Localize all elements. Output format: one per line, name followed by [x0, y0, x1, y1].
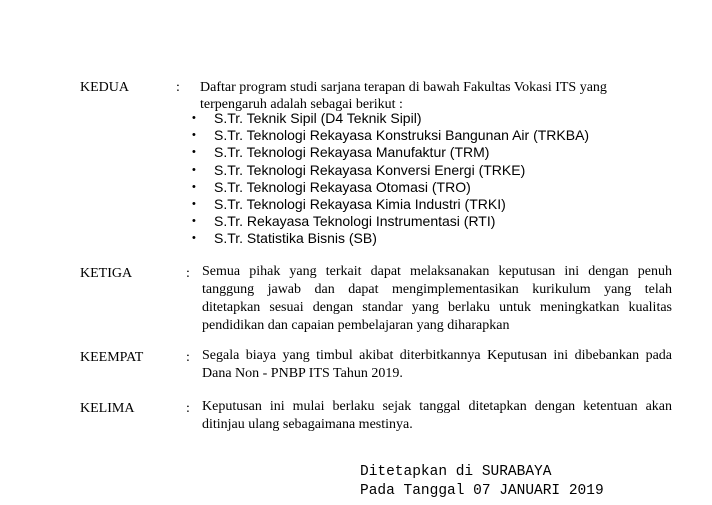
intro-line: terpengaruh adalah sebagai berikut : — [200, 97, 403, 112]
section-colon-keempat: : — [186, 350, 190, 365]
program-name: S.Tr. Statistika Bisnis (SB) — [214, 230, 377, 247]
program-name: S.Tr. Teknik Sipil (D4 Teknik Sipil) — [214, 110, 422, 126]
section-ketiga-text — [202, 263, 672, 335]
bullet-icon: • — [192, 146, 196, 159]
paragraph-line: Dana Non - PNBP ITS Tahun 2019. — [202, 366, 403, 381]
program-name: S.Tr. Teknologi Rekayasa Konversi Energi (TRKE) — [214, 161, 526, 178]
bullet-icon: • — [192, 112, 196, 124]
paragraph-line: ditetapkan sesuai dengan standar yang berlaku untuk meningkatkan kualitas — [202, 300, 672, 315]
list-item — [192, 162, 589, 179]
paragraph-line: pendidikan dan capaian pembelajaran yang diharapkan — [202, 318, 510, 333]
signature-date: Pada Tanggal 07 JANUARI 2019 — [360, 483, 604, 499]
section-label-kedua: KEDUA — [80, 80, 129, 95]
list-item — [192, 110, 589, 127]
program-name: S.Tr. Teknologi Rekayasa Manufaktur (TRM) — [214, 144, 490, 161]
program-name: S.Tr. Teknologi Rekayasa Konstruksi Bangunan Air (TRKBA) — [214, 127, 590, 144]
signature-place: Ditetapkan di SURABAYA — [360, 464, 552, 480]
bullet-icon: • — [192, 163, 196, 176]
section-label-ketiga: KETIGA — [80, 266, 133, 281]
bullet-icon: • — [192, 198, 196, 211]
program-name: S.Tr. Teknologi Rekayasa Otomasi (TRO) — [214, 178, 471, 195]
section-label-kelima: KELIMA — [80, 401, 135, 416]
section-colon-kelima: : — [186, 401, 190, 416]
list-item — [192, 230, 589, 247]
section-label-keempat: KEEMPAT — [80, 350, 144, 365]
bullet-icon: • — [192, 180, 196, 193]
paragraph-line: Keputusan ini mulai berlaku sejak tanggal ditetapkan dengan ketentuan akan — [202, 399, 672, 414]
section-colon-ketiga: : — [186, 266, 190, 281]
section-kedua-intro — [200, 79, 670, 113]
list-item — [192, 196, 589, 213]
list-item — [192, 213, 589, 230]
bullet-icon: • — [192, 232, 196, 245]
section-keempat-text — [202, 347, 672, 383]
section-kelima-text — [202, 398, 672, 434]
program-name: S.Tr. Teknologi Rekayasa Kimia Industri (TRKI) — [214, 196, 506, 213]
paragraph-line: Segala biaya yang timbul akibat diterbitkannya Keputusan ini dibebankan pada — [202, 348, 672, 363]
list-item — [192, 127, 589, 144]
program-list — [192, 110, 589, 248]
signature-block — [360, 463, 604, 501]
list-item — [192, 179, 589, 196]
bullet-icon: • — [192, 129, 196, 142]
intro-line: Daftar program studi sarjana terapan di bawah Fakultas Vokasi ITS yang — [200, 80, 607, 95]
section-colon-kedua: : — [176, 80, 180, 95]
paragraph-line: Semua pihak yang terkait dapat melaksanakan keputusan ini dengan penuh — [202, 264, 672, 279]
program-name: S.Tr. Rekayasa Teknologi Instrumentasi (RTI) — [214, 213, 496, 230]
bullet-icon: • — [192, 215, 196, 228]
paragraph-line: ditinjau ulang sebagaimana mestinya. — [202, 417, 413, 432]
list-item — [192, 144, 589, 161]
paragraph-line: tanggung jawab dan dapat mengimplementasikan kurikulum yang telah — [202, 282, 672, 297]
